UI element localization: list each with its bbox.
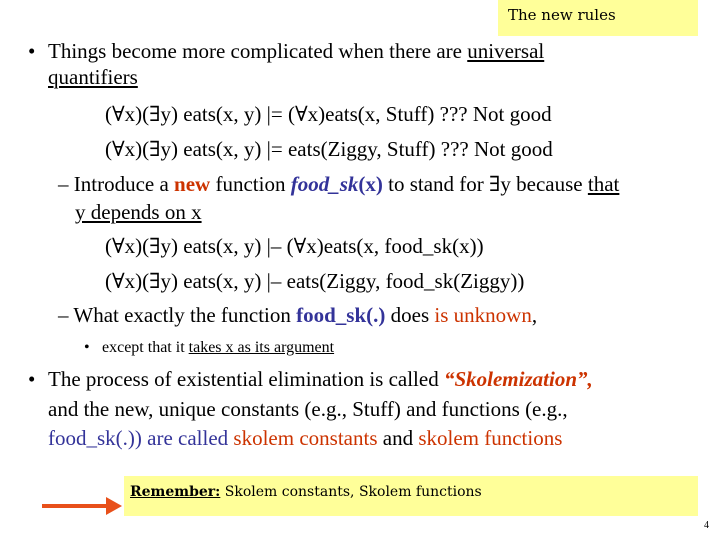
formula-4: (∀x)(∃y) eats(x, y) |– eats(Ziggy, food_sk(Ziggy)) [105,269,525,293]
subsub-bullet-icon: • [84,339,90,356]
remember-box: Remember: Skolem constants, Skolem functions [124,476,698,516]
bullet1-line1: Things become more complicated when there are universal [48,39,545,63]
slide-title: The new rules [498,0,698,36]
formula-3: (∀x)(∃y) eats(x, y) |– (∀x)eats(x, food_sk(x)) [105,234,484,258]
bullet-icon: • [28,39,36,63]
bullet2-line3: food_sk(.)) are called skolem constants and skolem functions [48,426,563,450]
formula-1: (∀x)(∃y) eats(x, y) |= (∀x)eats(x, Stuff) ??? Not good [105,102,552,126]
sub1-line2: y depends on x [75,200,202,224]
bullet1-line2: quantifiers [48,65,138,89]
bullet2-line2: and the new, unique constants (e.g., Stuff) and functions (e.g., [48,397,568,421]
formula-2: (∀x)(∃y) eats(x, y) |= eats(Ziggy, Stuff) ??? Not good [105,137,553,161]
sub2-line: – What exactly the function food_sk(.) does is unknown, [58,303,538,327]
bullet2-line1: The process of existential elimination is called “Skolemization”, [48,367,593,391]
sub1-line1: – Introduce a new function food_sk(x) to stand for ∃y because that [58,172,620,196]
page-number: 4 [704,520,709,531]
arrow-right-icon [40,494,124,518]
subsub-line: except that it takes x as its argument [102,339,335,356]
bullet2-icon: • [28,367,36,391]
